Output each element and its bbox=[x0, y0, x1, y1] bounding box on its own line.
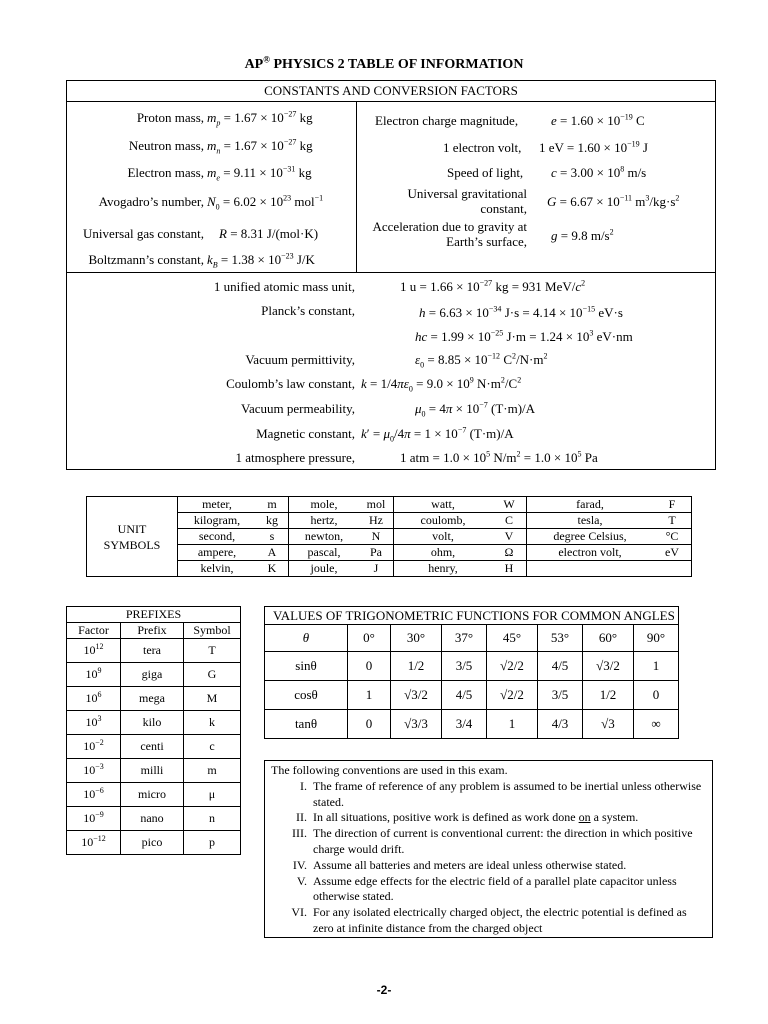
trig-row-cos: cosθ 1 √3/2 4/5 √2/2 3/5 1/2 0 bbox=[265, 681, 679, 710]
const-electron-charge: Electron charge magnitude, bbox=[375, 113, 519, 128]
prefix-row: $10^{-6}$ micro μ bbox=[67, 783, 241, 807]
constant-values-plain bbox=[0, 0, 1, 1]
prefix-row: $10^{-2}$ centi c bbox=[67, 735, 241, 759]
const-permeability: Vacuum permeability, bbox=[241, 401, 355, 416]
constants-lower-section: 1 unified atomic mass unit, 1 $u = 1.66 \times 10^{-27}$ kg = 931 MeV/$c^2$ Planck’s constant, $h = 6.63 \times 10^{-34}$ $J\cdot s = 4.14 \times 10^{-15}$ eV·s hc = $1.99 \times 10^{-25}$ $J\cdot m = 1.24 \times 10^3$ eV·nm Vacuum permittivity, $\varepsilon_0 = 8.85 \times 10^{-12}$ $C^2/N\cdot m^2$ Coulomb’s law constant, $k = 1/4\pi\varepsilon_0 = 9.0 \times 10^9$ $N\cdot m^2/C^2$ Vacuum permeability, $\mu_0 = 4\pi \times 10^{-7}$ (T·m)/A Magnetic constant, $k' = \mu_0/4\pi = 1 \times 10^{-7}$ (T·m)/A 1 atmosphere pressure, 1 atm = $1.0 \times 10^5$ $N/m^2 = 1.0 \times 10^5$ Pa bbox=[67, 273, 715, 470]
prefix-row: $10^3$ kilo k bbox=[67, 711, 241, 735]
prefix-row: $10^{-9}$ nano n bbox=[67, 807, 241, 831]
prefix-row: $10^{-12}$ pico p bbox=[67, 831, 241, 855]
page-number: -2- bbox=[376, 983, 392, 997]
constants-table bbox=[66, 80, 716, 470]
convention-item: IV. Assume all batteries and meters are ideal unless otherwise stated. bbox=[292, 857, 627, 872]
const-amu: 1 unified atomic mass unit, bbox=[213, 279, 355, 294]
const-electron-volt: 1 electron volt, bbox=[443, 140, 522, 155]
const-permittivity: Vacuum permittivity, bbox=[245, 352, 355, 367]
convention-item: VI. For any isolated electrically charged object, the electric potential is defined as zero at infinite distance from the charged object bbox=[291, 905, 687, 935]
const-hc: hc = $1.99 \times 10^{-25}$ $J\cdot m = 1.24 \times 10^3$ eV·nm bbox=[415, 328, 633, 344]
const-gravity-accel: Acceleration due to gravity at Earth’s surface, bbox=[372, 219, 527, 249]
prefixes-title: PREFIXES bbox=[67, 607, 241, 623]
constants-upper-section: Proton mass, $m_p = 1.67 \times 10^{-27}$ kg Neutron mass, $m_n = 1.67 \times 10^{-27}$ kg Electron mass, $m_e = 9.11 \times 10^{-31}$ kg Avogadro’s number, $N_0 = 6.02 \times 10^{23}$ mol$^{-1}$ Universal gas constant, R = 8.31 J/(mol·K) Boltzmann’s constant, $k_B = 1.38 \times 10^{-23}$ J/K Electron charge magnitude, $e = 1.60 \times 10^{-19}$ C 1 electron volt, 1 eV = $1.60 \times 10^{-19}$ J Speed of light, $c = 3.00 \times 10^8$ m/s Universal gravitational constant, $G = 6.67 \times 10^{-11}$ $m^3/kg\cdot s^2$ Acceleration due to gravity at Earth’s surface, g = 9.8 $m/s^2$ bbox=[67, 102, 715, 273]
prefix-row: $10^{-3}$ milli m bbox=[67, 759, 241, 783]
const-gravitational: Universal gravitational constant, bbox=[407, 186, 527, 216]
convention-item: V. Assume edge effects for the electric field of a parallel plate capacitor unless otherwise stated. bbox=[296, 873, 677, 904]
page-title: AP® PHYSICS 2 TABLE OF INFORMATION bbox=[244, 54, 524, 72]
trig-values-table: VALUES OF TRIGONOMETRIC FUNCTIONS FOR COMMON ANGLES θ 0° 30° 37° 45° 53° 60° 90° sinθ 0 1/2 3/5 √2/2 4/5 √3/2 1 cosθ 1 √3/2 4/5 √2/2 3/5 1/2 0 tanθ 0 √3/3 3/4 1 4/3 √3 ∞ bbox=[264, 606, 679, 739]
const-magnetic: Magnetic constant, bbox=[256, 426, 355, 441]
prefix-row: $10^6$ mega M bbox=[67, 687, 241, 711]
const-speed-light: Speed of light, bbox=[447, 165, 524, 180]
const-planck: Planck’s constant, bbox=[261, 303, 355, 318]
trig-title: VALUES OF TRIGONOMETRIC FUNCTIONS FOR COMMON ANGLES bbox=[265, 607, 679, 625]
trig-row-tan: tanθ 0 √3/3 3/4 1 4/3 √3 ∞ bbox=[265, 710, 679, 739]
prefixes-table: PREFIXES Factor Prefix Symbol $10^{12}$ tera T $10^9$ giga G $10^6$ mega M $10^3$ kilo k $10^{-2}$ centi c $10^{-3}$ milli m $10^{-6}$ micro μ $10^{-9}$ nano n $10^{-12}$ pico p bbox=[66, 606, 241, 855]
const-coulomb: Coulomb’s law constant, bbox=[226, 376, 355, 391]
conventions-list bbox=[271, 779, 706, 937]
convention-item: II. In all situations, positive work is defined as work done on a system. bbox=[296, 810, 639, 825]
convention-item: I. The frame of reference of any problem is assumed to be inertial unless otherwise stated. bbox=[300, 778, 702, 809]
unit-symbols-label: UNIT SYMBOLS bbox=[87, 497, 178, 577]
const-atm: 1 atmosphere pressure, bbox=[235, 450, 355, 465]
conventions-intro: The following conventions are used in this exam. bbox=[271, 763, 508, 777]
trig-row-sin: sinθ 0 1/2 3/5 √2/2 4/5 √3/2 1 bbox=[265, 652, 679, 681]
unit-symbols-table: UNIT SYMBOLS meter, m mole, mol watt, W farad, F kilogram, kg hertz, Hz coulomb, C tesla, T second, s newton, N volt, V degree Celsius, °C ampere, A pascal, Pa ohm, Ω electron volt, eV kelvin, K joule, J henry, H bbox=[86, 496, 692, 577]
prefix-row: $10^9$ giga G bbox=[67, 663, 241, 687]
prefix-row: $10^{12}$ tera T bbox=[67, 639, 241, 663]
convention-item: III. The direction of current is conventional current: the direction in which positive charge would drift. bbox=[292, 826, 693, 856]
conventions-box bbox=[264, 760, 713, 938]
constants-header: CONSTANTS AND CONVERSION FACTORS bbox=[67, 81, 715, 102]
